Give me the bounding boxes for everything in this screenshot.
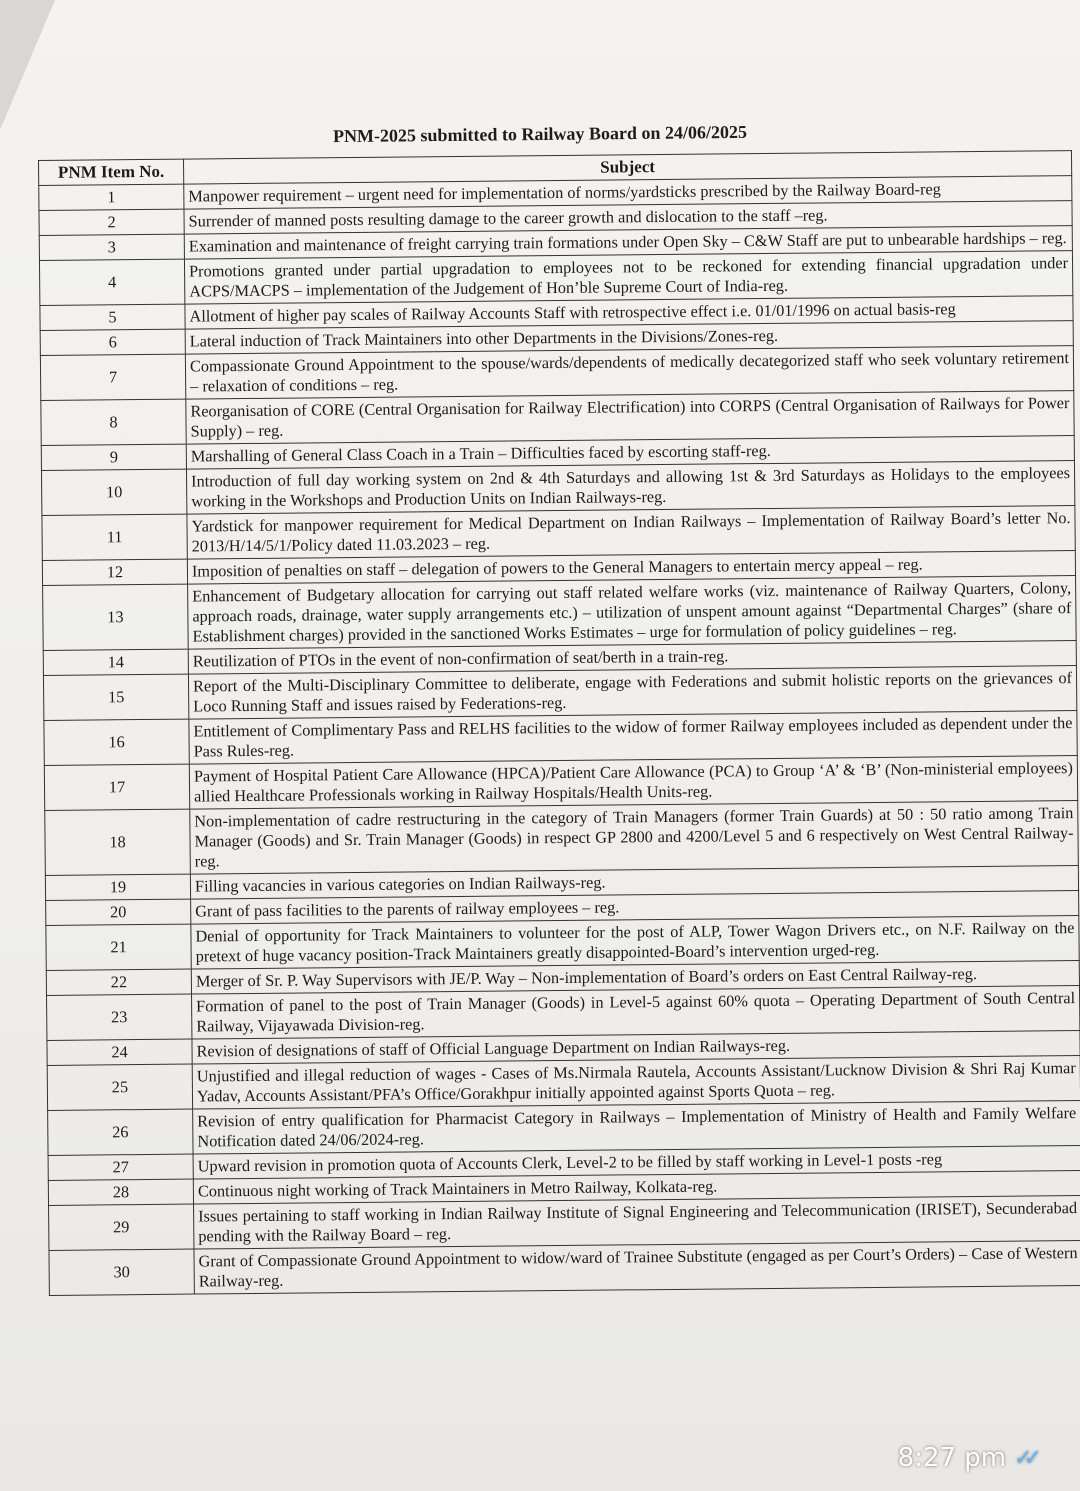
item-subject: Non-implementation of cadre restructuring in the category of Train Managers (former Train Guards) at 50 : 50 ratio among Train Manager (Goods) and Sr. Train Manager (Goods) in respect GP 2800 and 4200/Level 5 and 6 respectively on West Central Railway-reg.	[190, 801, 1079, 875]
item-subject: Allotment of higher pay scales of Railway Accounts Staff with retrospective effect i.e. 01/01/1996 on actual basis-reg	[185, 296, 1073, 330]
item-number: 18	[45, 809, 191, 875]
item-number: 9	[41, 444, 186, 470]
item-subject: Marshalling of General Class Coach in a Train – Difficulties faced by escorting staff-reg.	[186, 436, 1074, 470]
item-subject: Imposition of penalties on staff – delegation of powers to the General Managers to entertain mercy appeal – reg.	[187, 551, 1075, 585]
table-row	[49, 1241, 1080, 1296]
item-subject: Promotions granted under partial upgradation to employees not to be reckoned for extending financial upgradation under ACPS/MACPS – implementation of the Judgement of Hon’ble Supreme Court of India-reg.	[184, 251, 1072, 305]
double-tick-icon: ✓✓	[1014, 1445, 1033, 1471]
table-row	[43, 576, 1077, 651]
item-number: 19	[45, 874, 190, 900]
item-number: 25	[47, 1064, 192, 1110]
item-subject: Merger of Sr. P. Way Supervisors with JE/P. Way – Non-implementation of Board’s orders on East Central Railway-reg.	[191, 961, 1079, 995]
item-number: 16	[44, 719, 189, 765]
item-no-header: PNM Item No.	[39, 159, 184, 185]
item-subject: Denial of opportunity for Track Maintainers to volunteer for the post of ALP, Tower Wagon Drivers etc., on N.F. Railway on the pretext of huge vacancy position-Track Maintainers greatly disappointed-Board’s intervention urged-reg.	[191, 916, 1079, 970]
item-number: 26	[48, 1109, 193, 1155]
item-number: 10	[41, 469, 186, 515]
item-number: 28	[48, 1179, 193, 1205]
item-subject: Formation of panel to the post of Train Manager (Goods) in Level-5 against 60% quota – Operating Department of South Central Railway, Vijayawada Division-reg.	[192, 986, 1080, 1040]
item-number: 2	[39, 209, 184, 235]
item-number: 1	[39, 184, 184, 210]
item-subject: Manpower requirement – urgent need for implementation of norms/yardsticks prescribed by the Railway Board-reg	[184, 176, 1072, 210]
item-subject: Revision of entry qualification for Pharmacist Category in Railways – Implementation of Ministry of Health and Family Welfare Notification dated 24/06/2024-reg.	[193, 1101, 1080, 1155]
item-subject: Revision of designations of staff of Official Language Department on Indian Railways-reg.	[192, 1031, 1080, 1065]
item-subject: Compassionate Ground Appointment to the spouse/wards/dependents of medically decategorized staff who seek voluntary retirement – relaxation of conditions – reg.	[185, 346, 1073, 400]
table-row	[45, 801, 1079, 876]
item-subject: Continuous night working of Track Maintainers in Metro Railway, Kolkata-reg.	[193, 1171, 1080, 1205]
item-number: 20	[46, 899, 191, 925]
item-subject: Issues pertaining to staff working in Indian Railway Institute of Signal Engineering and Telecommunication (IRISET), Secunderabad pending with the Railway Board – reg.	[194, 1196, 1080, 1250]
item-number: 24	[47, 1039, 192, 1065]
item-number: 23	[47, 994, 192, 1040]
item-number: 13	[43, 584, 189, 650]
item-number: 12	[42, 559, 187, 585]
item-subject: Entitlement of Complimentary Pass and RELHS facilities to the widow of former Railway employees included as dependent under the Pass Rules-reg.	[189, 711, 1077, 765]
item-subject: Grant of pass facilities to the parents of railway employees – reg.	[191, 891, 1079, 925]
item-subject: Yardstick for manpower requirement for Medical Department on Indian Railways – Implementation of Railway Board’s letter No. 2013/H/14/5/1/Policy dated 11.03.2023 – reg.	[187, 506, 1075, 560]
item-number: 14	[43, 649, 188, 675]
item-subject: Unjustified and illegal reduction of wages - Cases of Ms.Nirmala Rautela, Accounts Assistant/Lucknow Division & Shri Raj Kumar Yadav, Accounts Assistant/PFA’s Office/Gorakhpur initially appointed against Sports Quota – reg.	[192, 1056, 1080, 1110]
item-number: 30	[49, 1249, 194, 1295]
item-number: 5	[40, 304, 185, 330]
item-number: 11	[42, 514, 187, 560]
item-number: 27	[48, 1154, 193, 1180]
item-subject: Lateral induction of Track Maintainers into other Departments in the Divisions/Zones-reg.	[185, 321, 1073, 355]
item-subject: Examination and maintenance of freight carrying train formations under Open Sky – C&W Staff are put to unbearable hardships – reg.	[184, 226, 1072, 260]
item-subject: Filling vacancies in various categories on Indian Railways-reg.	[190, 866, 1078, 900]
item-subject: Reutilization of PTOs in the event of non-confirmation of seat/berth in a train-reg.	[188, 641, 1076, 675]
subject-header: Subject	[183, 151, 1071, 185]
item-subject: Payment of Hospital Patient Care Allowance (HPCA)/Patient Care Allowance (PCA) to Group ‘A’ & ‘B’ (Non-ministerial employees) allied Healthcare Professionals working in Railway Hospitals/Health Units-reg.	[189, 756, 1077, 810]
folded-corner	[0, 0, 55, 130]
item-number: 15	[43, 674, 188, 720]
item-number: 6	[40, 329, 185, 355]
page-title: PNM-2025 submitted to Railway Board on 24/06/2025	[332, 121, 748, 147]
item-subject: Enhancement of Budgetary allocation for carrying out staff related welfare works (viz. maintenance of Railway Quarters, Colony, approach roads, drainage, water supply arrangements etc.) – utilization of unspent amount against “Departmental Charges” (share of Establishment charges) provided in the sanctioned Works Estimates – urge for formulation of policy guidelines – reg.	[188, 576, 1077, 650]
item-number: 17	[44, 764, 189, 810]
item-subject: Introduction of full day working system on 2nd & 4th Saturdays and allowing 1st & 3rd Saturdays as Holidays to the employees working in the Workshops and Production Units on Indian Railways-reg.	[186, 461, 1074, 515]
item-number: 4	[39, 259, 184, 305]
item-subject: Surrender of manned posts resulting damage to the career growth and dislocation to the staff –reg.	[184, 201, 1072, 235]
message-timestamp	[898, 1443, 1042, 1473]
item-subject: Reorganisation of CORE (Central Organisation for Railway Electrification) into CORPS (Central Organisation of Railways for Power Supply) – reg.	[186, 391, 1074, 445]
item-number: 29	[49, 1204, 194, 1250]
item-number: 22	[46, 969, 191, 995]
item-subject: Upward revision in promotion quota of Accounts Clerk, Level-2 to be filled by staff working in Level-1 posts -reg	[193, 1146, 1080, 1180]
item-subject: Grant of Compassionate Ground Appointment to widow/ward of Trainee Substitute (engaged as per Court’s Orders) – Case of Western Railway-reg.	[194, 1241, 1080, 1295]
table-body	[39, 176, 1080, 1296]
item-number: 3	[39, 234, 184, 260]
time-text: 8:27 pm	[897, 1443, 1007, 1473]
item-number: 8	[41, 399, 186, 445]
item-subject: Report of the Multi-Disciplinary Committee to deliberate, engage with Federations and submit holistic reports on the grievances of Loco Running Staff and issues raised by Federations-reg.	[188, 666, 1076, 720]
pnm-items-table	[38, 150, 1080, 1296]
item-number: 21	[46, 924, 191, 970]
item-number: 7	[40, 354, 185, 400]
